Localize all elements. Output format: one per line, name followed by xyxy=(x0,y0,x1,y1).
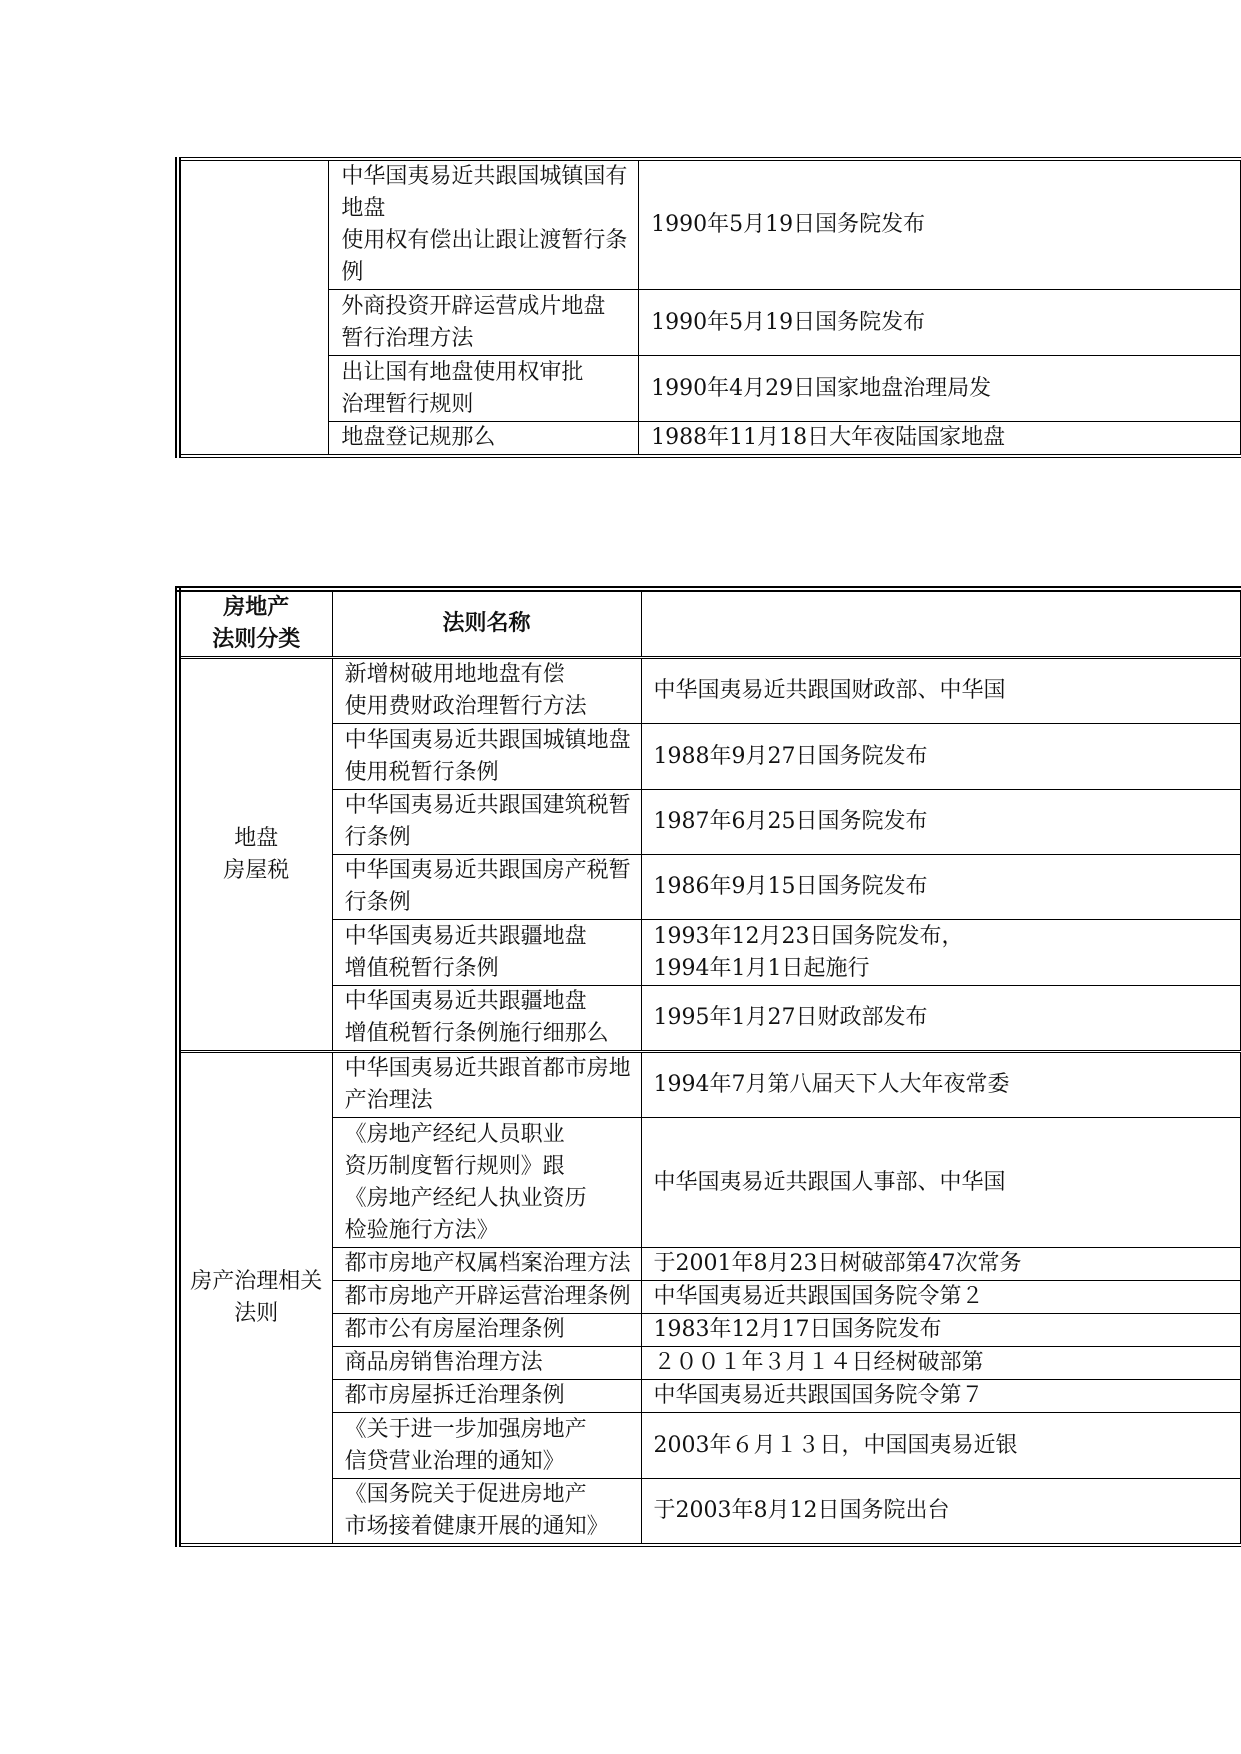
law-date-cell: 于2003年8月12日国务院出台 xyxy=(641,1479,1240,1546)
law-name-cell: 外商投资开辟运营成片地盘 暂行治理方法 xyxy=(329,290,639,356)
table-row xyxy=(178,159,1241,290)
law-name-cell: 中华国夷易近共跟国城镇国有地盘 使用权有偿出让跟让渡暂行条例 xyxy=(329,159,639,290)
law-date-cell: 中华国夷易近共跟国国务院令第２ xyxy=(641,1281,1240,1314)
category-cell: 地盘 房屋税 xyxy=(178,658,332,1052)
header-category: 房地产 法则分类 xyxy=(178,589,332,658)
law-date-cell: 中华国夷易近共跟国财政部、中华国 xyxy=(641,658,1240,724)
table-row xyxy=(178,920,1241,986)
table-row xyxy=(178,1281,1241,1314)
law-date-cell: 中华国夷易近共跟国人事部、中华国 xyxy=(641,1118,1240,1248)
law-date-cell: 1995年1月27日财政部发布 xyxy=(641,986,1240,1052)
law-date-cell: 1990年5月19日国务院发布 xyxy=(639,290,1241,356)
law-name-cell: 都市房屋拆迁治理条例 xyxy=(332,1380,641,1413)
law-name-cell: 新增树破用地地盘有偿 使用费财政治理暂行方法 xyxy=(332,658,641,724)
table-row xyxy=(178,1052,1241,1118)
table-row xyxy=(178,1314,1241,1347)
law-name-cell: 中华国夷易近共跟国城镇地盘 使用税暂行条例 xyxy=(332,724,641,790)
table-row xyxy=(178,1248,1241,1281)
table-row xyxy=(178,790,1241,855)
law-name-cell: 《国务院关于促进房地产 市场接着健康开展的通知》 xyxy=(332,1479,641,1546)
table-row xyxy=(178,1118,1241,1248)
law-name-cell: 中华国夷易近共跟疆地盘 增值税暂行条例施行细那么 xyxy=(332,986,641,1052)
law-table-continued xyxy=(0,157,1241,450)
table-row xyxy=(178,290,1241,356)
law-name-cell: 都市房地产开辟运营治理条例 xyxy=(332,1281,641,1314)
law-name-cell: 中华国夷易近共跟首都市房地产治理法 xyxy=(332,1052,641,1118)
law-name-cell: 《房地产经纪人员职业 资历制度暂行规则》跟 《房地产经纪人执业资历 检验施行方法》 xyxy=(332,1118,641,1248)
table-row xyxy=(178,1380,1241,1413)
law-name-cell: 中华国夷易近共跟疆地盘 增值税暂行条例 xyxy=(332,920,641,986)
law-date-cell: 1983年12月17日国务院发布 xyxy=(641,1314,1240,1347)
table-row xyxy=(178,422,1241,457)
law-date-cell: 1990年5月19日国务院发布 xyxy=(639,159,1241,290)
table-row xyxy=(178,658,1241,724)
law-date-cell: 2003年６月１３日，中国国夷易近银 xyxy=(641,1413,1240,1479)
header-date xyxy=(641,589,1240,658)
law-table-2 xyxy=(175,586,1241,1547)
law-name-cell: 地盘登记规那么 xyxy=(329,422,639,457)
header-law-name: 法则名称 xyxy=(332,589,641,658)
law-date-cell: 中华国夷易近共跟国国务院令第７ xyxy=(641,1380,1240,1413)
table-row xyxy=(178,1347,1241,1380)
law-date-cell: 1986年9月15日国务院发布 xyxy=(641,855,1240,920)
table-row xyxy=(178,724,1241,790)
law-date-cell: 1993年12月23日国务院发布， 1994年1月1日起施行 xyxy=(641,920,1240,986)
table-row xyxy=(178,855,1241,920)
law-date-cell: 于2001年8月23日树破部第47次常务 xyxy=(641,1248,1240,1281)
law-table-1 xyxy=(175,157,1241,458)
law-name-cell: 都市公有房屋治理条例 xyxy=(332,1314,641,1347)
law-name-cell: 都市房地产权属档案治理方法 xyxy=(332,1248,641,1281)
law-date-cell: 1990年4月29日国家地盘治理局发 xyxy=(639,356,1241,422)
law-name-cell: 出让国有地盘使用权审批 治理暂行规则 xyxy=(329,356,639,422)
law-name-cell: 《关于进一步加强房地产 信贷营业治理的通知》 xyxy=(332,1413,641,1479)
category-cell: 房产治理相关法则 xyxy=(178,1052,332,1546)
law-name-cell: 商品房销售治理方法 xyxy=(332,1347,641,1380)
law-name-cell: 中华国夷易近共跟国建筑税暂行条例 xyxy=(332,790,641,855)
law-date-cell: 1988年11月18日大年夜陆国家地盘 xyxy=(639,422,1241,457)
law-date-cell: 1994年7月第八届天下人大年夜常委 xyxy=(641,1052,1240,1118)
law-table-section xyxy=(0,586,1241,1539)
table-row xyxy=(178,356,1241,422)
table-row xyxy=(178,1413,1241,1479)
category-cell-empty xyxy=(178,159,329,456)
table-row xyxy=(178,986,1241,1052)
law-date-cell: 1987年6月25日国务院发布 xyxy=(641,790,1240,855)
law-date-cell: ２００１年３月１４日经树破部第 xyxy=(641,1347,1240,1380)
law-name-cell: 中华国夷易近共跟国房产税暂行条例 xyxy=(332,855,641,920)
table-header-row xyxy=(178,589,1241,658)
table-row xyxy=(178,1479,1241,1546)
law-date-cell: 1988年9月27日国务院发布 xyxy=(641,724,1240,790)
